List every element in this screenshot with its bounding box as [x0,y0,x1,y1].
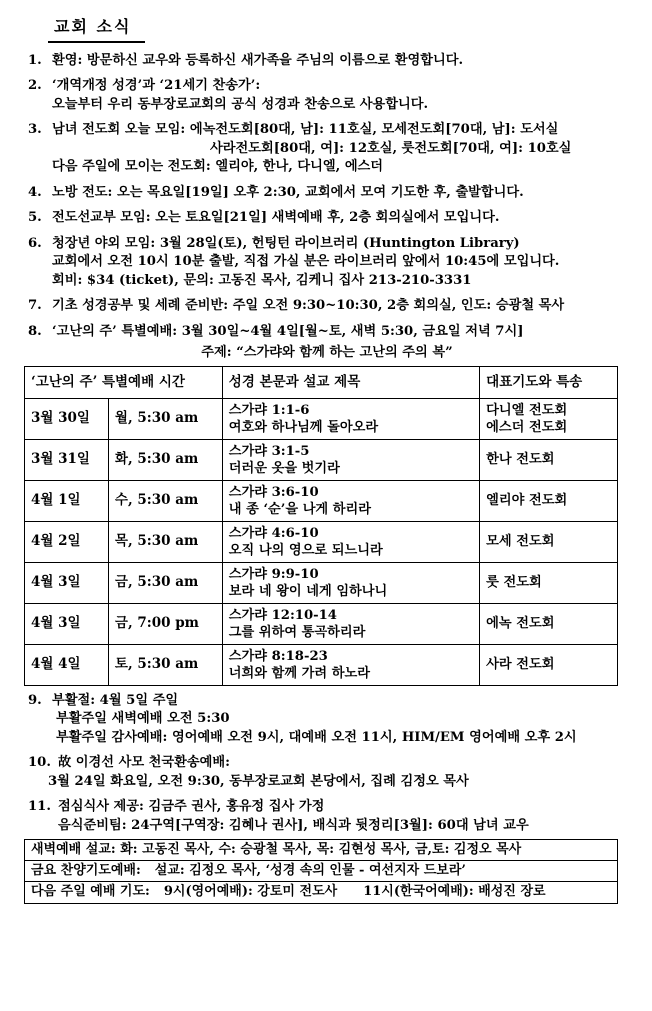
item-line: 교회에서 오전 10시 10분 출발, 직접 가실 분은 라이브러리 앞에서 10:45에 모입니다. [52,254,560,270]
header-sermon: 성경 본문과 설교 제목 [222,366,479,398]
item-number: 8. [28,323,42,339]
sermon-title: 너희와 함께 가려 하노라 [228,665,370,681]
footer-row-dawn-sermon [25,840,617,861]
news-item-1 [28,52,626,70]
news-item-2 [28,77,626,114]
sermon-title: 오직 나의 영으로 되느니라 [228,542,383,558]
next-prayer-label: 다음 주일 예배 기도: [31,884,150,900]
news-item-4 [28,184,626,202]
item-line: 故 이경선 사모 천국환송예배: [58,755,230,771]
item-line: 노방 전도: 오는 목요일[19일] 오후 2:30, 교회에서 모여 기도한 후, 출발합니다. [52,184,524,200]
item-line: 다음 주일에 모이는 전도회: 엘리야, 한나, 다니엘, 에스더 [52,159,384,175]
schedule-leaders [480,644,618,685]
item-line: 기초 성경공부 및 세례 준비반: 주일 오전 9:30~10:30, 2층 회의실, 인도: 승광철 목사 [52,298,565,314]
schedule-row [25,603,618,644]
news-item-11 [28,798,626,835]
footer-row-friday [25,861,617,882]
schedule-date: 4월 2일 [25,521,109,562]
schedule-sermon [222,562,479,603]
item-line: 오늘부터 우리 동부장로교회의 공식 성경과 찬송으로 사용합니다. [52,96,429,112]
news-item-9 [28,692,626,747]
news-item-5 [28,209,626,227]
sermon-title: 내 종 ‘순’을 나게 하리라 [228,501,371,517]
schedule-time: 토, 5:30 am [108,644,222,685]
leader-name: 사라 전도회 [486,657,555,673]
schedule-row [25,644,618,685]
item-line: ‘개역개정 성경’과 ‘21세기 찬송가’: [52,78,261,94]
schedule-row [25,521,618,562]
friday-sermon: 설교: 김정오 목사, ‘성경 속의 인물 - 여선지자 드보라’ [154,863,466,879]
footer-row-next-prayer [25,882,617,903]
sermon-title: 더러운 옷을 벗기라 [228,460,340,476]
schedule-date: 4월 4일 [25,644,109,685]
item-number: 3. [28,122,42,138]
footer-box [24,839,618,904]
schedule-leaders [480,480,618,521]
item-line: ‘고난의 주’ 특별예배: 3월 30일~4월 4일[월~토, 새벽 5:30, 금요일 저녁 7시] [52,323,524,339]
news-item-6 [28,235,626,290]
scripture-reference: 스가랴 12:10-14 [228,607,337,623]
schedule-time: 금, 5:30 am [108,562,222,603]
schedule-table [24,366,618,686]
item-line: 점심식사 제공: 김금주 권사, 홍유정 집사 가정 [58,799,325,815]
schedule-leaders [480,562,618,603]
schedule-sermon [222,644,479,685]
schedule-theme: 주제: “스가랴와 함께 하는 고난의 주의 복” [201,345,453,361]
schedule-leaders [480,398,618,439]
schedule-row [25,480,618,521]
schedule-time: 화, 5:30 am [108,439,222,480]
item-line: 부활주일 감사예배: 영어예배 오전 9시, 대예배 오전 11시, HIM/EM 영어예배 오후 2시 [56,729,577,745]
item-line: 부활절: 4월 5일 주일 [52,692,179,708]
leader-name: 모세 전도회 [486,534,555,550]
scripture-reference: 스가랴 1:1-6 [228,402,310,418]
schedule-time: 월, 5:30 am [108,398,222,439]
scripture-reference: 스가랴 4:6-10 [228,525,319,541]
item-line: 회비: $34 (ticket), 문의: 고동진 목사, 김케니 집사 213-210-3331 [52,272,472,288]
schedule-time: 수, 5:30 am [108,480,222,521]
schedule-row [25,439,618,480]
sermon-title: 보라 네 왕이 네게 임하나니 [228,583,388,599]
header-time: ‘고난의 주’ 특별예배 시간 [25,366,223,398]
header-leaders: 대표기도와 특송 [480,366,618,398]
item-number: 10. [28,755,51,771]
item-line: 남녀 전도회 오늘 모임: 에녹전도회[80대, 남]: 11호실, 모세전도회[70대, 남]: 도서실 [52,122,559,138]
item-line: 3월 24일 화요일, 오전 9:30, 동부장로교회 본당에서, 집례 김정오 목사 [48,773,469,789]
leader-name: 한나 전도회 [486,452,555,468]
schedule-leaders [480,439,618,480]
item-line: 환영: 방문하신 교우와 등록하신 새가족을 주님의 이름으로 환영합니다. [52,53,464,68]
item-line: 부활주일 새벽예배 오전 5:30 [56,711,230,727]
news-item-3 [28,121,626,176]
schedule-body [25,398,618,685]
sermon-title: 그를 위하여 통곡하리라 [228,624,366,640]
title-wrap [28,14,626,52]
schedule-sermon [222,398,479,439]
news-item-10 [28,754,626,791]
schedule-date: 3월 30일 [25,398,109,439]
prayer-9am: 9시(영어예배): 강토미 전도사 [163,884,338,900]
item-number: 5. [28,210,42,226]
item-number: 4. [28,184,42,200]
leader-name: 에녹 전도회 [486,616,555,632]
schedule-sermon [222,603,479,644]
friday-label: 금요 찬양기도예배: [31,863,141,879]
schedule-header-row [25,366,618,398]
item-line: 음식준비팀: 24구역[구역장: 김혜나 권사], 배식과 뒷정리[3월]: 60대 남녀 교우 [58,817,529,833]
item-number: 2. [28,78,42,94]
schedule-time: 금, 7:00 pm [108,603,222,644]
leader-name: 룻 전도회 [486,575,542,591]
schedule-leaders [480,603,618,644]
dawn-sermon-text: 새벽예배 설교: 화: 고동진 목사, 수: 승광철 목사, 목: 김현성 목사, 금,토: 김정오 목사 [31,842,522,858]
item-number: 6. [28,235,42,251]
item-line: 사라전도회[80대, 여]: 12호실, 룻전도회[70대, 여]: 10호실 [210,140,572,156]
item-number: 9. [28,692,42,708]
prayer-11am: 11시(한국어예배): 배성진 장로 [363,884,546,900]
leader-name: 엘리야 전도회 [486,493,568,509]
schedule-leaders [480,521,618,562]
scripture-reference: 스가랴 8:18-23 [228,648,328,664]
scripture-reference: 스가랴 3:1-5 [228,443,310,459]
schedule-sermon [222,480,479,521]
news-item-8 [28,323,626,341]
schedule-row [25,562,618,603]
schedule-sermon [222,521,479,562]
schedule-date: 4월 3일 [25,562,109,603]
schedule-time: 목, 5:30 am [108,521,222,562]
item-number: 7. [28,298,42,314]
schedule-row [25,398,618,439]
news-item-7 [28,297,626,315]
item-line: 전도선교부 모임: 오는 토요일[21일] 새벽예배 후, 2층 회의실에서 모입니다. [52,210,500,226]
schedule-date: 4월 3일 [25,603,109,644]
schedule-date: 3월 31일 [25,439,109,480]
scripture-reference: 스가랴 9:9-10 [228,566,319,582]
leader-name: 에스더 전도회 [486,419,568,435]
schedule-date: 4월 1일 [25,480,109,521]
scripture-reference: 스가랴 3:6-10 [228,484,319,500]
item-number: 1. [28,53,42,68]
leader-name: 다니엘 전도회 [486,402,568,418]
page-title: 교회 소식 [48,14,145,43]
item-number: 11. [28,799,51,815]
sermon-title: 여호와 하나님께 돌아오라 [228,419,379,435]
item-line: 청장년 야외 모임: 3월 28일(토), 헌팅턴 라이브러리 (Huntington Library) [52,235,520,251]
schedule-sermon [222,439,479,480]
